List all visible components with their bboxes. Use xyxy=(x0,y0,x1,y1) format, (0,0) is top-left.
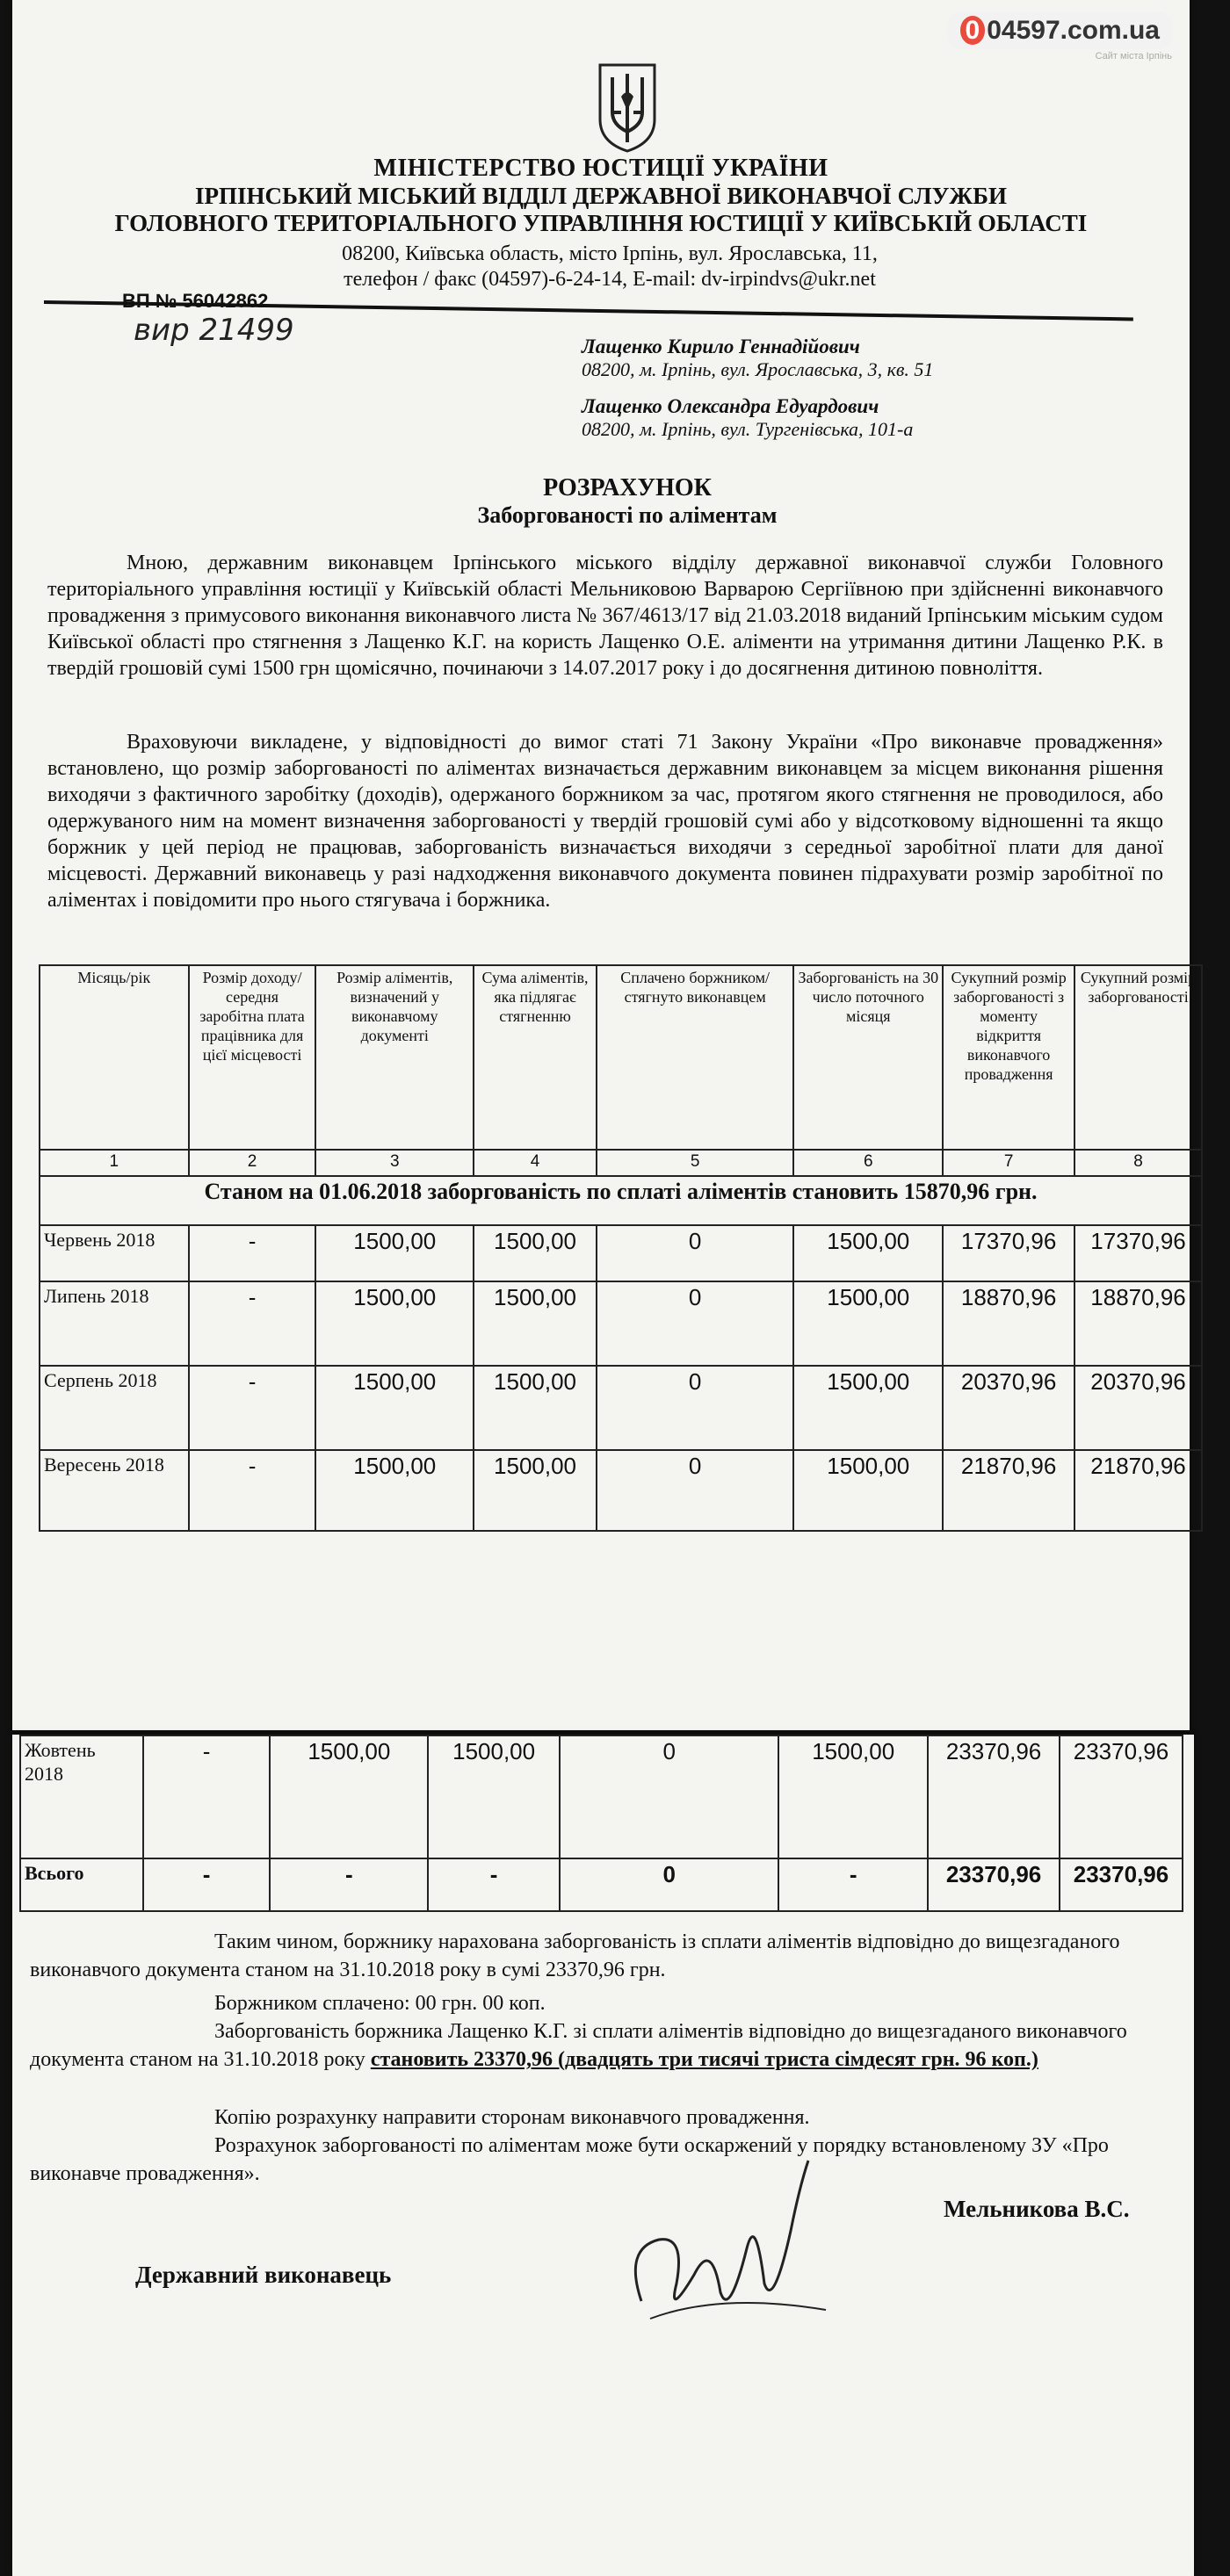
conclusion-debt-text: Заборгованість боржника Лащенко К.Г. зі сплати аліментів відповідно до вищезгаданого виконавчого документа станом на 31.10.2018 року xyxy=(30,2020,1127,2071)
watermark-logo: 0 04597.com.ua xyxy=(948,12,1172,49)
cell-cumulative: 23370,96 xyxy=(1060,1735,1183,1858)
signer-role: Державний виконавець xyxy=(135,2262,392,2288)
debt-table-continued xyxy=(19,1735,1183,1912)
table-total-row xyxy=(20,1858,1183,1911)
cell-paid: 0 xyxy=(560,1858,778,1911)
cell-paid: 0 xyxy=(597,1366,793,1450)
conclusion-debt xyxy=(30,2017,1181,2074)
col-number: 3 xyxy=(315,1150,474,1176)
col-number: 7 xyxy=(943,1150,1074,1176)
conclusion-copy-note: Копію розрахунку направити сторонам виконавчого провадження. xyxy=(214,2106,810,2129)
cell-month-debt: 1500,00 xyxy=(778,1735,928,1858)
cell-month-debt: 1500,00 xyxy=(793,1366,943,1450)
watermark-subtitle: Сайт міста Ірпінь xyxy=(1095,51,1172,61)
document-page-1 xyxy=(12,0,1197,1730)
cell-month-debt: 1500,00 xyxy=(793,1225,943,1281)
cell-due: 1500,00 xyxy=(428,1735,560,1858)
cell-income: - xyxy=(189,1281,316,1366)
conclusion-accrued: Таким чином, боржнику нарахована заборгованість із сплати аліментів відповідно до вищезгаданого виконавчого документа станом на 31.10.2018 року в сумі 23370,96 грн. xyxy=(30,1930,1120,1981)
cell-income: - xyxy=(189,1366,316,1450)
paragraph-intro: Мною, державним виконавцем Ірпінського міського відділу державної виконавчої служби Головного територіального управління юстиції у Київській області Мельниковою Варварою Сергіївною при здійсненні виконавчого провадження з примусового виконання виконавчого листа № 367/4613/17 від 21.03.2018 виданий Ірпінським міським судом Київської області про стягнення з Лащенко К.Г. на користь Лащенко О.Е. аліменти на утримання дитини Лащенко Р.К. в твердій грошовій сумі 1500 грн щомісячно, починаючи з 14.07.2017 року і до досягнення дитиною повноліття. xyxy=(47,552,1163,680)
col-header-due: Сума аліментів, яка підлягає стягненню xyxy=(474,965,597,1150)
handwritten-signature xyxy=(615,2143,843,2336)
cell-income: - xyxy=(143,1858,271,1911)
col-number: 2 xyxy=(189,1150,316,1176)
cell-cumulative-opening: 21870,96 xyxy=(943,1450,1074,1531)
cell-month-debt: 1500,00 xyxy=(793,1281,943,1366)
table-row xyxy=(40,1450,1202,1531)
conclusion-debt-amount: становить 23370,96 (двадцять три тисячі триста сімдесят грн. 96 коп.) xyxy=(370,2048,1038,2071)
paragraph-legal-basis: Враховуючи викладене, у відповідності до вимог статі 71 Закону України «Про виконавче провадження» встановлено, що розмір заборгованості по аліментах визначається державним виконавцем за місцем виконання рішення виходячи з фактичного заробітку (доходів), одержаного боржником за час, протягом якого стягнення не проводилося, або одержуваного ним на момент визначення заборгованості у твердій грошовій сумі або у відсотковому відношенні та якщо боржник у цей період не працював, заборгованість визначається виходячи з середньої заробітної плати для даної місцевості. Державний виконавець у разі надходження виконавчого документа повинен підрахувати розмір заробітної по аліментах і повідомити про нього стягувача і боржника. xyxy=(47,731,1163,912)
table-row xyxy=(40,1366,1202,1450)
conclusion-paid: Боржником сплачено: 00 грн. 00 коп. xyxy=(214,1992,546,2015)
cell-alimony: - xyxy=(270,1858,428,1911)
cell-cumulative: 23370,96 xyxy=(1060,1858,1183,1911)
cell-alimony: 1500,00 xyxy=(315,1450,474,1531)
site-watermark xyxy=(948,12,1172,61)
cell-alimony: 1500,00 xyxy=(270,1735,428,1858)
col-header-month: Місяць/рік xyxy=(40,965,189,1150)
cell-cumulative-opening: 18870,96 xyxy=(943,1281,1074,1366)
col-header-income: Розмір доходу/ середня заробітна плата працівника для цієї місцевості xyxy=(189,965,316,1150)
signer-name: Мельникова В.С. xyxy=(944,2196,1130,2222)
cell-due: 1500,00 xyxy=(474,1281,597,1366)
cell-income: - xyxy=(143,1735,271,1858)
cell-total-label: Всього xyxy=(20,1858,143,1911)
cell-due: 1500,00 xyxy=(474,1450,597,1531)
col-header-cumulative-since-opening: Сукупний розмір заборгованості з моменту відкриття виконавчого провадження xyxy=(943,965,1074,1150)
col-header-paid: Сплачено боржником/стягнуто виконавцем xyxy=(597,965,793,1150)
cell-alimony: 1500,00 xyxy=(315,1281,474,1366)
conclusion-appeal-note: Розрахунок заборгованості по аліментам може бути оскаржений у порядку встановленому ЗУ «Про виконавче провадження». xyxy=(30,2134,1109,2185)
cell-alimony: 1500,00 xyxy=(315,1366,474,1450)
header-contacts: телефон / факс (04597)-6-24-14, E-mail: dv-irpindvs@ukr.net xyxy=(344,268,876,291)
cell-month: Липень 2018 xyxy=(40,1281,189,1366)
header-department: ІРПІНСЬКИЙ МІСЬКИЙ ВІДДІЛ ДЕРЖАВНОЇ ВИКОНАВЧОЇ СЛУЖБИ xyxy=(195,183,1007,209)
cell-month-debt: - xyxy=(778,1858,928,1911)
cell-cumulative-opening: 20370,96 xyxy=(943,1366,1074,1450)
cell-paid: 0 xyxy=(560,1735,778,1858)
cell-cumulative: 21870,96 xyxy=(1074,1450,1202,1531)
cell-cumulative-opening: 17370,96 xyxy=(943,1225,1074,1281)
recipient-2-name: Лащенко Олександра Едуардович xyxy=(582,395,879,417)
cell-month: Серпень 2018 xyxy=(40,1366,189,1450)
table-header-row xyxy=(40,965,1202,1150)
cell-paid: 0 xyxy=(597,1281,793,1366)
cell-paid: 0 xyxy=(597,1450,793,1531)
cell-due: 1500,00 xyxy=(474,1366,597,1450)
header-address: 08200, Київська область, місто Ірпінь, вул. Ярославська, 11, xyxy=(342,242,878,265)
cell-month: Червень 2018 xyxy=(40,1225,189,1281)
ministry-header xyxy=(83,155,1119,237)
header-administration: ГОЛОВНОГО ТЕРИТОРІАЛЬНОГО УПРАВЛІННЯ ЮСТИЦІЇ У КИЇВСЬКІЙ ОБЛАСТІ xyxy=(114,210,1088,236)
cell-due: - xyxy=(428,1858,560,1911)
debt-table xyxy=(39,964,1203,1532)
cell-cumulative: 18870,96 xyxy=(1074,1281,1202,1366)
col-number: 6 xyxy=(793,1150,943,1176)
col-header-cumulative: Сукупний розмір заборгованості xyxy=(1074,965,1202,1150)
cell-month: Вересень 2018 xyxy=(40,1450,189,1531)
cell-alimony: 1500,00 xyxy=(315,1225,474,1281)
recipient-1-name: Лащенко Кирило Геннадійович xyxy=(582,336,860,357)
recipient-2 xyxy=(582,395,913,441)
table-number-row xyxy=(40,1150,1202,1176)
recipient-1 xyxy=(582,336,933,381)
col-header-month-debt: Заборгованість на 30 число поточного місяця xyxy=(793,965,943,1150)
table-opening-balance-row xyxy=(40,1176,1202,1225)
case-number: ВП № 56042862 xyxy=(122,290,269,312)
col-header-alimony-amount: Розмір аліментів, визначений у виконавчому документі xyxy=(315,965,474,1150)
recipient-2-address: 08200, м. Ірпінь, вул. Тургенівська, 101-а xyxy=(582,418,914,440)
table-row xyxy=(40,1225,1202,1281)
document-page-2 xyxy=(12,1735,1194,2576)
document-subtitle: Заборгованості по аліментам xyxy=(477,502,778,528)
cell-month: Жовтень 2018 xyxy=(20,1735,143,1858)
cell-income: - xyxy=(189,1450,316,1531)
cell-cumulative: 20370,96 xyxy=(1074,1366,1202,1450)
opening-balance-text: Станом на 01.06.2018 заборгованість по сплаті аліментів становить 15870,96 грн. xyxy=(40,1176,1202,1225)
table-row xyxy=(40,1281,1202,1366)
cell-paid: 0 xyxy=(597,1225,793,1281)
col-number: 8 xyxy=(1074,1150,1202,1176)
col-number: 4 xyxy=(474,1150,597,1176)
trident-emblem-icon xyxy=(595,61,660,153)
cell-income: - xyxy=(189,1225,316,1281)
header-ministry: МІНІСТЕРСТВО ЮСТИЦІЇ УКРАЇНИ xyxy=(373,155,828,182)
col-number: 1 xyxy=(40,1150,189,1176)
cell-due: 1500,00 xyxy=(474,1225,597,1281)
handwritten-note: вир 21499 xyxy=(134,313,294,348)
document-title: РОЗРАХУНОК xyxy=(543,474,712,501)
cell-month-debt: 1500,00 xyxy=(793,1450,943,1531)
cell-cumulative-opening: 23370,96 xyxy=(928,1858,1060,1911)
col-number: 5 xyxy=(597,1150,793,1176)
cell-cumulative-opening: 23370,96 xyxy=(928,1735,1060,1858)
cell-cumulative: 17370,96 xyxy=(1074,1225,1202,1281)
recipient-1-address: 08200, м. Ірпінь, вул. Ярославська, 3, кв. 51 xyxy=(582,358,934,380)
table-row xyxy=(20,1735,1183,1858)
